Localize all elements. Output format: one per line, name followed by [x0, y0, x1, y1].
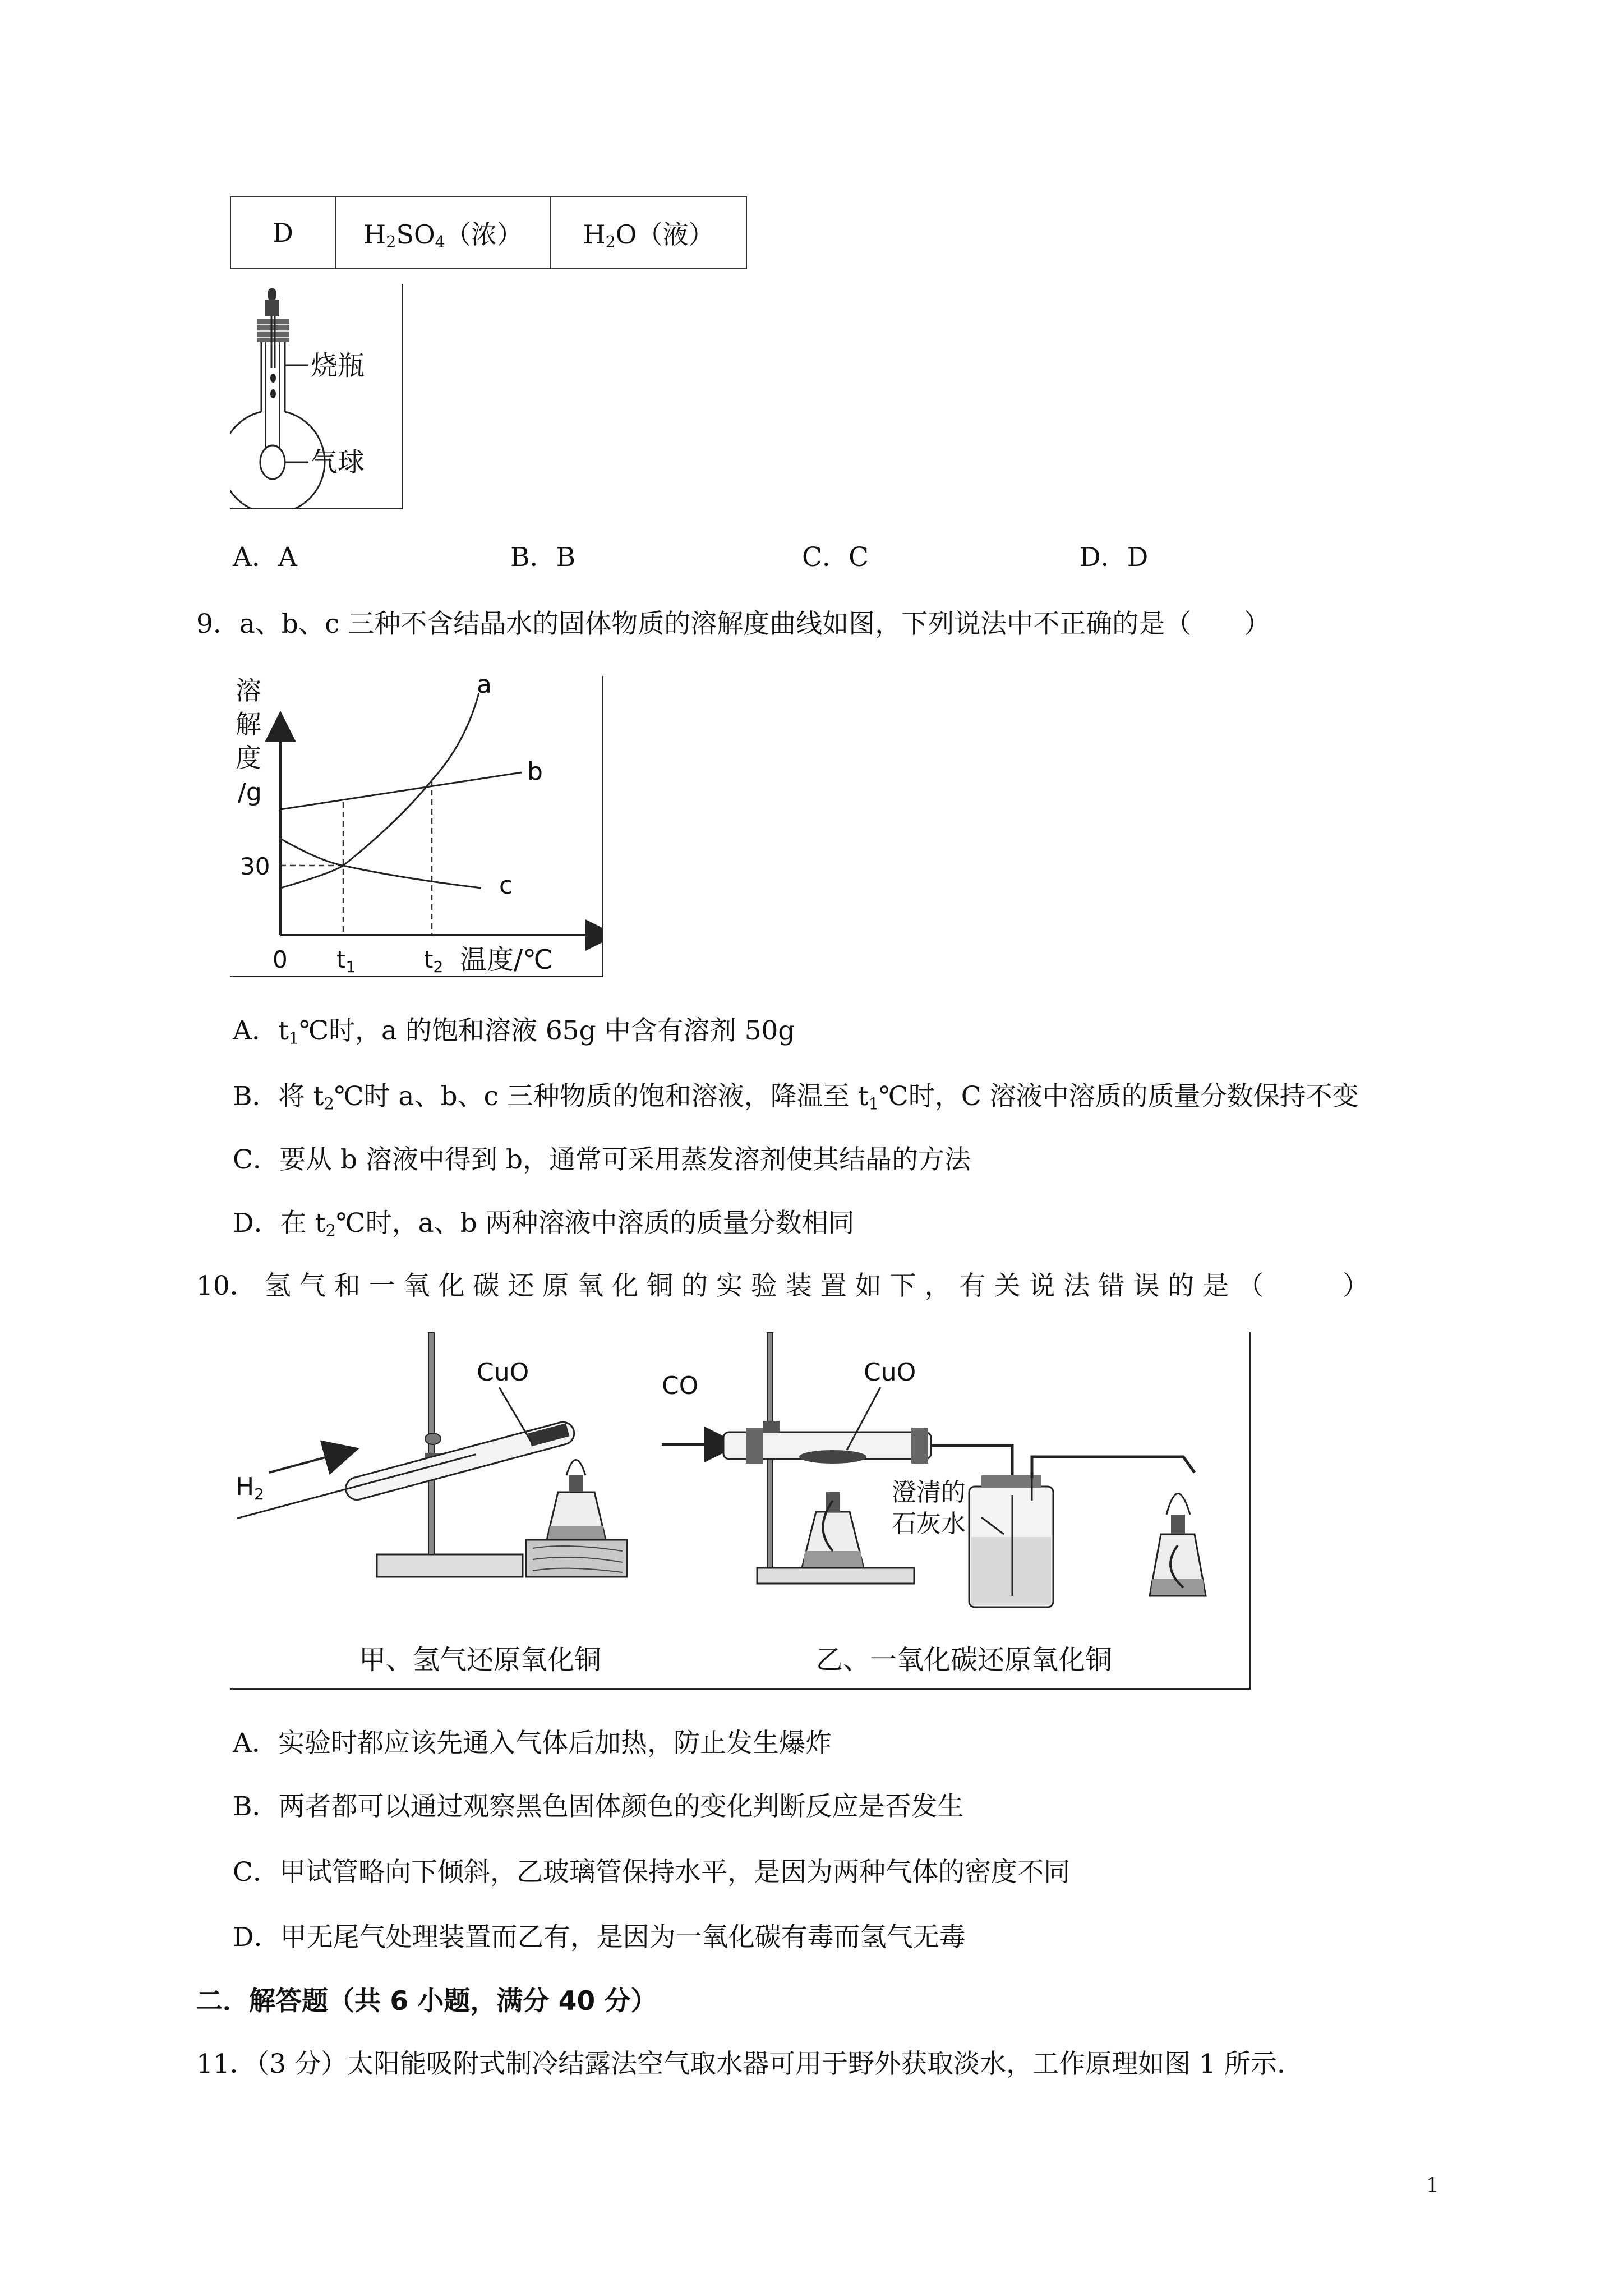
table-cell-label: D	[230, 197, 335, 269]
reduction-apparatus-figure	[230, 1332, 1251, 1690]
q9-stem: 9．a、b、c 三种不含结晶水的固体物质的溶解度曲线如图，下列说法中不正确的是（ ）	[196, 609, 1271, 639]
x-tick-t1: t1	[336, 946, 356, 976]
balloon-label: 气球	[311, 447, 365, 478]
limewater-label-1: 澄清的	[892, 1478, 966, 1507]
flask-balloon-figure	[230, 284, 403, 509]
limewater-label-2: 石灰水	[892, 1510, 966, 1538]
y-axis-label-4: /g	[238, 778, 262, 807]
flask-diagram	[230, 284, 402, 508]
table-cell-liquid: $H_2O$（液）	[551, 197, 746, 269]
page-number: 1	[1426, 2174, 1439, 2197]
q8-option-table	[230, 196, 747, 269]
curve-label-a: a	[477, 676, 492, 699]
y-axis-label-3: 度	[236, 743, 261, 773]
h2-label: H2	[236, 1473, 264, 1503]
q10-option-d[interactable]: D．甲无尾气处理装置而乙有，是因为一氧化碳有毒而氢气无毒	[233, 1922, 966, 1953]
curve-label-b: b	[527, 757, 543, 786]
cuo-label-left: CuO	[477, 1358, 529, 1387]
q9-option-a[interactable]: A．$t_1℃$时，a 的饱和溶液 65g 中含有溶剂 50g	[233, 1015, 795, 1048]
curve-a	[280, 693, 479, 888]
q8-option-d[interactable]: D．D	[1080, 542, 1149, 573]
q10-option-a[interactable]: A．实验时都应该先通入气体后加热，防止发生爆炸	[233, 1728, 832, 1759]
q9-option-c[interactable]: C．要从 b 溶液中得到 b，通常可采用蒸发溶剂使其结晶的方法	[233, 1144, 971, 1175]
q9-option-d[interactable]: D．在 $t_2℃$时，a、b 两种溶液中溶质的质量分数相同	[233, 1208, 855, 1240]
table-cell-reagent: $H_2SO_4$（浓）	[335, 197, 551, 269]
reduction-apparatus-svg	[230, 1332, 1249, 1688]
solubility-chart-svg	[230, 676, 602, 976]
caption-left: 甲、氢气还原氧化铜	[359, 1644, 602, 1676]
q10-option-c[interactable]: C．甲试管略向下倾斜，乙玻璃管保持水平，是因为两种气体的密度不同	[233, 1857, 1070, 1888]
x-tick-t2: t2	[424, 946, 444, 976]
y-axis-label-1: 溶	[236, 676, 261, 706]
solubility-chart	[230, 676, 603, 977]
q10-option-b[interactable]: B．两者都可以通过观察黑色固体颜色的变化判断反应是否发生	[233, 1791, 964, 1822]
table-row	[230, 197, 746, 269]
curve-label-c: c	[499, 871, 513, 900]
y-axis-label-2: 解	[236, 709, 261, 739]
x-axis-label: 温度/℃	[460, 944, 554, 976]
y-tick-30: 30	[240, 853, 270, 880]
curve-b	[280, 772, 522, 809]
q8-option-a[interactable]: A．A	[233, 542, 297, 573]
q8-option-c[interactable]: C．C	[802, 542, 869, 573]
q9-option-b[interactable]: B．将 $t_2℃$时 a、b、c 三种物质的饱和溶液，降温至 $t_1℃$时，C 溶液中溶质的质量分数保持不变	[233, 1081, 1359, 1114]
co-label: CO	[662, 1372, 699, 1400]
q8-option-b[interactable]: B．B	[510, 542, 576, 573]
q11-stem: 11．（3 分）太阳能吸附式制冷结露法空气取水器可用于野外获取淡水，工作原理如图 1 所示.	[196, 2049, 1285, 2079]
flask-label: 烧瓶	[311, 350, 365, 381]
section-heading: 二．解答题（共 6 小题，满分 40 分）	[196, 1986, 657, 2017]
cuo-label-right: CuO	[864, 1358, 916, 1387]
q10-stem: 10． 氢 气 和 一 氧 化 碳 还 原 氧 化 铜 的 实 验 装 置 如 下 ， 有 关 说 法 错 误 的 是 （ ）	[196, 1271, 1370, 1301]
curve-c	[280, 839, 481, 888]
x-origin: 0	[273, 946, 288, 973]
caption-right: 乙、一氧化碳还原氧化铜	[816, 1644, 1113, 1676]
